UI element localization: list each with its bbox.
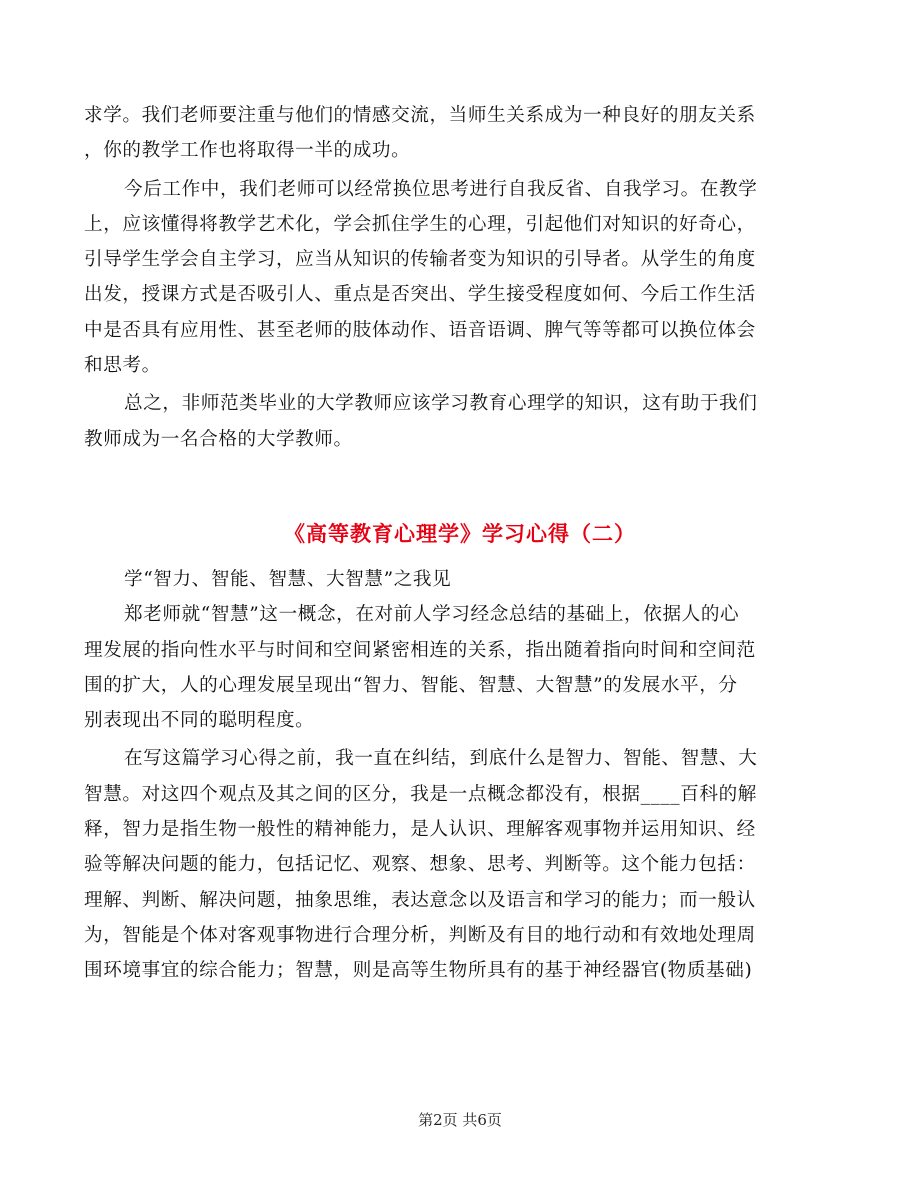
- text-line: 为，智能是个体对客观事物进行合理分析，判断及有目的地行动和有效地处理周: [84, 924, 756, 946]
- text-line: 教师成为一名合格的大学教师。: [84, 428, 353, 450]
- text-line: 智慧。对这四个观点及其之间的区分，我是一点概念都没有，根据____百科的解: [84, 783, 757, 805]
- section-title: 《高等教育心理学》学习心得（二）: [284, 521, 636, 546]
- text-line: 今后工作中，我们老师可以经常换位思考进行自我反省、自我学习。在教学: [124, 178, 758, 200]
- text-line: 郑老师就“智慧”这一概念，在对前人学习经念总结的基础上，依据人的心: [124, 604, 740, 626]
- text-line: 释，智力是指生物一般性的精神能力，是人认识、理解客观事物并运用知识、经: [84, 819, 756, 841]
- paragraph: [84, 172, 828, 384]
- text-line: ，你的教学工作也将取得一半的成功。: [84, 140, 411, 162]
- top-text-block: [84, 98, 828, 457]
- paragraph: [84, 98, 828, 169]
- text-line: 和思考。: [84, 355, 161, 377]
- text-line: 别表现出不同的聪明程度。: [84, 710, 315, 732]
- text-line: 在写这篇学习心得之前，我一直在纠结，到底什么是智力、智能、智慧、大: [124, 748, 758, 770]
- text-line: 上，应该懂得将教学艺术化，学会抓住学生的心理，引起他们对知识的好奇心，: [84, 213, 756, 235]
- text-line: 验等解决问题的能力，包括记忆、观察、想象、思考、判断等。这个能力包括：: [84, 854, 756, 876]
- text-line: 出发，授课方式是否吸引人、重点是否突出、学生接受程度如何、今后工作生活: [84, 284, 756, 306]
- text-line: 中是否具有应用性、甚至老师的肢体动作、语音语调、脾气等等都可以换位体会: [84, 319, 756, 341]
- text-line: 围环境事宜的综合能力；智慧，则是高等生物所具有的基于神经器官(物质基础): [84, 960, 753, 982]
- text-line: 引导学生学会自主学习，应当从知识的传输者变为知识的引导者。从学生的角度: [84, 249, 756, 271]
- text-line: 求学。我们老师要注重与他们的情感交流，当师生关系成为一种良好的朋友关系: [84, 105, 756, 126]
- text-line: 理解、判断、解决问题，抽象思维，表达意念以及语言和学习的能力；而一般认: [84, 889, 756, 911]
- text-line: 总之，非师范类毕业的大学教师应该学习教育心理学的知识，这有助于我们: [124, 393, 758, 415]
- paragraph: [84, 597, 828, 738]
- text-line: 围的扩大，人的心理发展呈现出“智力、智能、智慧、大智慧”的发展水平，分: [84, 674, 738, 696]
- paragraph: [84, 741, 828, 988]
- subheading-line: 学“智力、智能、智慧、大智慧”之我见: [124, 569, 452, 590]
- page-number-footer: 第2页 共6页: [418, 1111, 502, 1129]
- bottom-text-block: [84, 562, 828, 989]
- subheading: [84, 562, 828, 597]
- paragraph: [84, 386, 828, 457]
- text-line: 理发展的指向性水平与时间和空间紧密相连的关系，指出随着指向时间和空间范: [84, 639, 756, 661]
